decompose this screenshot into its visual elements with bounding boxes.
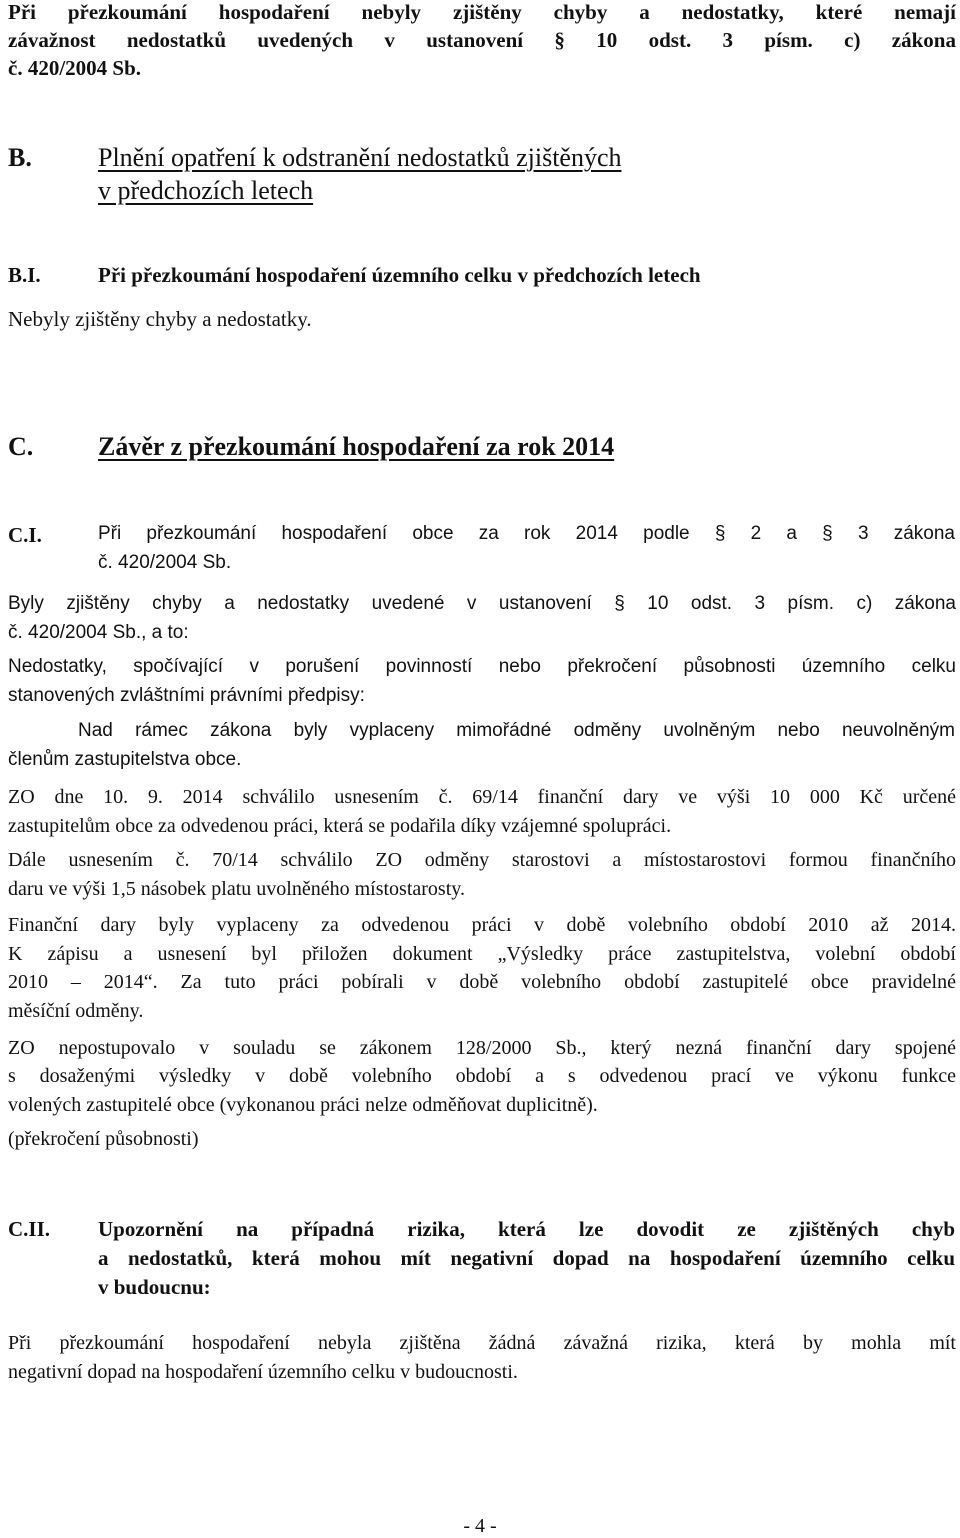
paragraph-3-line-2: K zápisu a usnesení byl přiložen dokument „Výsledky práce zastupitelstva, volební období — [8, 943, 956, 965]
section-c2-text-line-1: Při přezkoumání hospodaření nebyla zjištěna žádná závažná rizika, která by mohla mít — [8, 1332, 956, 1354]
paragraph-2-line-1: Dále usnesením č. 70/14 schválilo ZO odměny starostovi a místostarostovi formou finančního — [8, 849, 956, 871]
intro-line-3: č. 420/2004 Sb. — [8, 56, 142, 80]
paragraph-3-line-1: Finanční dary byly vyplaceny za odvedenou práci v době volebního období 2010 až 2014. — [8, 914, 956, 936]
definition-line-2: stanovených zvláštními právními předpisy: — [8, 685, 365, 706]
paragraph-4-line-2: s dosaženými výsledky v době volebního období a s odvedenou prací ve výkonu funkce — [8, 1065, 956, 1087]
paragraph-1-line-2: zastupitelům obce za odvedenou práci, která se podařila díky vzájemné spolupráci. — [8, 815, 672, 837]
section-c2-label: C.II. — [8, 1217, 51, 1241]
section-c2-title-line-2: a nedostatků, která mohou mít negativní dopad na hospodaření územního celku — [98, 1246, 955, 1270]
section-c2-text-line-2: negativní dopad na hospodaření územního celku v budoucnosti. — [8, 1361, 518, 1383]
item-line-2: členům zastupitelstva obce. — [8, 749, 242, 770]
section-c-label: C. — [8, 432, 34, 461]
section-b-label: B. — [8, 143, 32, 172]
section-c-title: Závěr z přezkoumání hospodaření za rok 2014 — [98, 432, 615, 461]
section-b1-title: Při přezkoumání hospodaření územního celku v předchozích letech — [98, 263, 701, 287]
section-b-title-line-2: v předchozích letech — [98, 176, 314, 205]
section-c1-label: C.I. — [8, 523, 42, 547]
paragraph-3-line-4: měsíční odměny. — [8, 1000, 144, 1022]
found-line-1: Byly zjištěny chyby a nedostatky uvedené v ustanovení § 10 odst. 3 písm. c) zákona — [8, 593, 956, 614]
item-line-1: Nad rámec zákona byly vyplaceny mimořádné odměny uvolněným nebo neuvolněným — [78, 720, 955, 741]
section-c1-title-line-1: Při přezkoumání hospodaření obce za rok 2014 podle § 2 a § 3 zákona — [98, 523, 955, 544]
section-b-title-line-1: Plnění opatření k odstranění nedostatků zjištěných — [98, 143, 622, 172]
found-line-2: č. 420/2004 Sb., a to: — [8, 622, 189, 643]
paragraph-4-line-4: (překročení působnosti) — [8, 1128, 199, 1150]
section-c1-title-line-2: č. 420/2004 Sb. — [98, 552, 232, 573]
section-c2-title-line-3: v budoucnu: — [98, 1275, 211, 1299]
paragraph-4-line-3: volených zastupitelé obce (vykonanou práci nelze odměňovat duplicitně). — [8, 1094, 598, 1116]
paragraph-3-line-3: 2010 – 2014“. Za tuto práci pobírali v době volebního období zastupitelé obce pravidelné — [8, 971, 956, 993]
section-c2-title-line-1: Upozornění na případná rizika, která lze dovodit ze zjištěných chyb — [98, 1217, 955, 1241]
definition-line-1: Nedostatky, spočívající v porušení povinností nebo překročení působnosti územního celku — [8, 656, 956, 677]
section-b1-text: Nebyly zjištěny chyby a nedostatky. — [8, 307, 312, 331]
paragraph-2-line-2: daru ve výši 1,5 násobek platu uvolněného místostarosty. — [8, 878, 465, 900]
paragraph-1-line-1: ZO dne 10. 9. 2014 schválilo usnesením č. 69/14 finanční dary ve výši 10 000 Kč určené — [8, 786, 956, 808]
page-number: - 4 - — [463, 1515, 497, 1537]
paragraph-4-line-1: ZO nepostupovalo v souladu se zákonem 128/2000 Sb., který nezná finanční dary spojené — [8, 1037, 956, 1059]
section-b1-label: B.I. — [8, 263, 41, 287]
intro-line-1: Při přezkoumání hospodaření nebyly zjištěny chyby a nedostatky, které nemají — [8, 0, 956, 24]
intro-line-2: závažnost nedostatků uvedených v ustanovení § 10 odst. 3 písm. c) zákona — [8, 28, 956, 52]
